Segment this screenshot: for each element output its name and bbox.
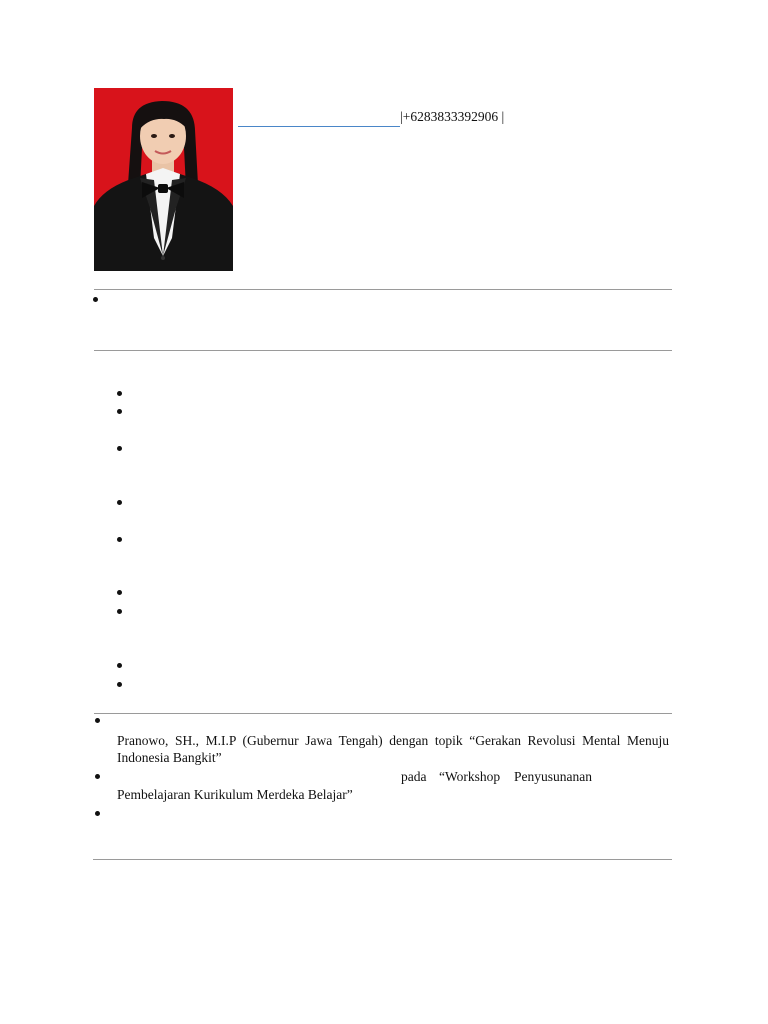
list-bullet	[117, 409, 122, 414]
list-bullet	[93, 297, 98, 302]
experience-line: Pranowo, SH., M.I.P (Gubernur Jawa Tengah) dengan topik “Gerakan Revolusi Mental Menuju	[117, 733, 669, 748]
email-link[interactable]	[238, 110, 400, 127]
list-bullet	[117, 590, 122, 595]
list-bullet	[95, 718, 100, 723]
list-bullet	[117, 500, 122, 505]
phone-number: |+6283833392906 |	[400, 109, 505, 124]
section-divider	[94, 289, 672, 290]
profile-photo	[94, 88, 233, 271]
list-bullet	[117, 391, 122, 396]
list-bullet	[95, 774, 100, 779]
experience-line: Pembelajaran Kurikulum Merdeka Belajar”	[117, 787, 353, 802]
list-bullet	[95, 811, 100, 816]
list-bullet	[117, 537, 122, 542]
experience-word: pada	[401, 769, 427, 784]
experience-word: “Workshop	[439, 769, 501, 784]
list-bullet	[117, 609, 122, 614]
list-bullet	[117, 663, 122, 668]
section-divider	[94, 713, 672, 714]
experience-line: Indonesia Bangkit”	[117, 750, 222, 765]
list-bullet	[117, 446, 122, 451]
experience-word: Penyusunanan	[514, 769, 592, 784]
list-bullet	[117, 682, 122, 687]
section-divider	[94, 350, 672, 351]
section-divider	[93, 859, 672, 860]
